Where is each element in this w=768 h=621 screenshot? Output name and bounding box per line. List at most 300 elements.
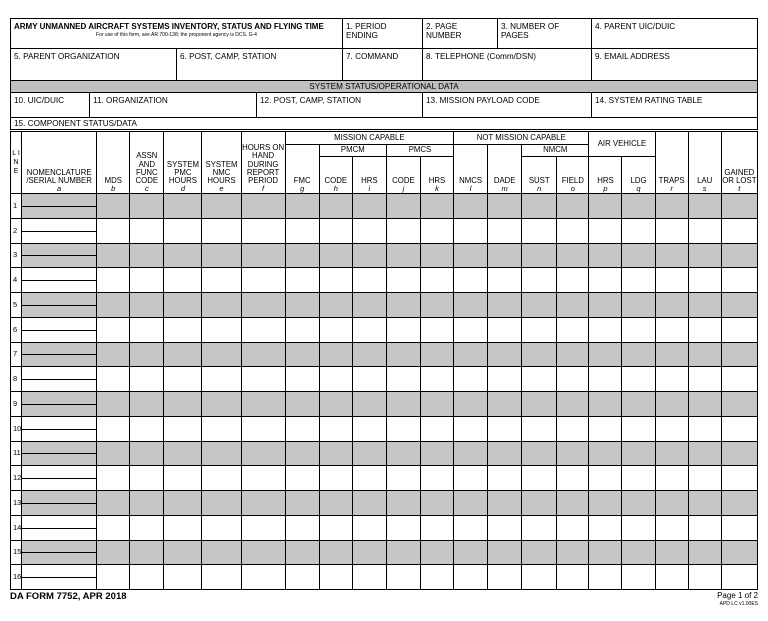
table-cell-input[interactable] bbox=[589, 342, 622, 367]
table-cell-input[interactable] bbox=[130, 293, 164, 318]
nomenclature-input[interactable] bbox=[22, 293, 97, 318]
table-cell-input[interactable] bbox=[522, 416, 557, 441]
table-cell-input[interactable] bbox=[164, 392, 202, 417]
table-cell-input[interactable] bbox=[589, 243, 622, 268]
table-cell-input[interactable] bbox=[285, 515, 319, 540]
table-cell-input[interactable] bbox=[688, 194, 721, 219]
table-cell-input[interactable] bbox=[386, 515, 420, 540]
table-cell-input[interactable] bbox=[589, 317, 622, 342]
table-cell-input[interactable] bbox=[420, 268, 453, 293]
uic-duic-field[interactable]: 10. UIC/DUIC bbox=[11, 93, 90, 117]
table-cell-input[interactable] bbox=[285, 565, 319, 590]
table-cell-input[interactable] bbox=[386, 441, 420, 466]
nomenclature-input[interactable] bbox=[22, 194, 97, 219]
table-cell-input[interactable] bbox=[589, 218, 622, 243]
table-cell-input[interactable] bbox=[522, 218, 557, 243]
table-cell-input[interactable] bbox=[319, 441, 352, 466]
nomenclature-input[interactable] bbox=[22, 466, 97, 491]
table-cell-input[interactable] bbox=[488, 515, 522, 540]
table-cell-input[interactable] bbox=[420, 293, 453, 318]
table-cell-input[interactable] bbox=[488, 194, 522, 219]
table-cell-input[interactable] bbox=[319, 392, 352, 417]
table-cell-input[interactable] bbox=[386, 540, 420, 565]
table-cell-input[interactable] bbox=[202, 441, 241, 466]
table-cell-input[interactable] bbox=[655, 243, 688, 268]
page-number-field[interactable]: 2. PAGE NUMBER bbox=[423, 19, 498, 48]
table-cell-input[interactable] bbox=[655, 392, 688, 417]
table-cell-input[interactable] bbox=[285, 441, 319, 466]
table-cell-input[interactable] bbox=[622, 293, 655, 318]
table-cell-input[interactable] bbox=[285, 243, 319, 268]
table-cell-input[interactable] bbox=[241, 392, 285, 417]
table-cell-input[interactable] bbox=[557, 515, 589, 540]
table-cell-input[interactable] bbox=[688, 565, 721, 590]
table-cell-input[interactable] bbox=[488, 540, 522, 565]
table-cell-input[interactable] bbox=[285, 218, 319, 243]
table-cell-input[interactable] bbox=[557, 392, 589, 417]
table-cell-input[interactable] bbox=[285, 367, 319, 392]
table-cell-input[interactable] bbox=[721, 416, 757, 441]
table-cell-input[interactable] bbox=[557, 565, 589, 590]
table-cell-input[interactable] bbox=[622, 317, 655, 342]
table-cell-input[interactable] bbox=[721, 218, 757, 243]
table-cell-input[interactable] bbox=[130, 515, 164, 540]
table-cell-input[interactable] bbox=[488, 317, 522, 342]
table-cell-input[interactable] bbox=[241, 441, 285, 466]
table-cell-input[interactable] bbox=[420, 218, 453, 243]
table-cell-input[interactable] bbox=[454, 367, 488, 392]
table-cell-input[interactable] bbox=[454, 441, 488, 466]
table-cell-input[interactable] bbox=[319, 515, 352, 540]
post-camp-station-12-field[interactable]: 12. POST, CAMP, STATION bbox=[257, 93, 423, 117]
table-cell-input[interactable] bbox=[655, 367, 688, 392]
table-cell-input[interactable] bbox=[488, 367, 522, 392]
table-cell-input[interactable] bbox=[386, 367, 420, 392]
table-cell-input[interactable] bbox=[688, 342, 721, 367]
table-cell-input[interactable] bbox=[454, 491, 488, 516]
table-cell-input[interactable] bbox=[454, 540, 488, 565]
table-cell-input[interactable] bbox=[557, 317, 589, 342]
table-cell-input[interactable] bbox=[488, 342, 522, 367]
table-cell-input[interactable] bbox=[202, 540, 241, 565]
parent-organization-field[interactable]: 5. PARENT ORGANIZATION bbox=[11, 49, 177, 80]
table-cell-input[interactable] bbox=[202, 392, 241, 417]
table-cell-input[interactable] bbox=[589, 367, 622, 392]
table-cell-input[interactable] bbox=[97, 441, 130, 466]
table-cell-input[interactable] bbox=[721, 466, 757, 491]
telephone-field[interactable]: 8. TELEPHONE (Comm/DSN) bbox=[423, 49, 592, 80]
table-cell-input[interactable] bbox=[241, 218, 285, 243]
table-cell-input[interactable] bbox=[655, 515, 688, 540]
table-cell-input[interactable] bbox=[202, 342, 241, 367]
table-cell-input[interactable] bbox=[454, 243, 488, 268]
table-cell-input[interactable] bbox=[241, 367, 285, 392]
table-cell-input[interactable] bbox=[97, 367, 130, 392]
table-cell-input[interactable] bbox=[420, 515, 453, 540]
table-cell-input[interactable] bbox=[97, 565, 130, 590]
table-cell-input[interactable] bbox=[241, 317, 285, 342]
table-cell-input[interactable] bbox=[522, 515, 557, 540]
table-cell-input[interactable] bbox=[130, 268, 164, 293]
table-cell-input[interactable] bbox=[622, 218, 655, 243]
table-cell-input[interactable] bbox=[522, 392, 557, 417]
table-cell-input[interactable] bbox=[557, 367, 589, 392]
table-cell-input[interactable] bbox=[319, 342, 352, 367]
table-cell-input[interactable] bbox=[454, 268, 488, 293]
table-cell-input[interactable] bbox=[622, 342, 655, 367]
table-cell-input[interactable] bbox=[589, 515, 622, 540]
table-cell-input[interactable] bbox=[688, 268, 721, 293]
table-cell-input[interactable] bbox=[522, 367, 557, 392]
table-cell-input[interactable] bbox=[202, 515, 241, 540]
table-cell-input[interactable] bbox=[319, 293, 352, 318]
table-cell-input[interactable] bbox=[352, 565, 386, 590]
table-cell-input[interactable] bbox=[319, 540, 352, 565]
post-camp-station-field[interactable]: 6. POST, CAMP, STATION bbox=[177, 49, 343, 80]
table-cell-input[interactable] bbox=[352, 243, 386, 268]
table-cell-input[interactable] bbox=[319, 466, 352, 491]
table-cell-input[interactable] bbox=[589, 441, 622, 466]
table-cell-input[interactable] bbox=[352, 491, 386, 516]
command-field[interactable]: 7. COMMAND bbox=[343, 49, 423, 80]
nomenclature-input[interactable] bbox=[22, 491, 97, 516]
table-cell-input[interactable] bbox=[241, 565, 285, 590]
table-cell-input[interactable] bbox=[557, 293, 589, 318]
table-cell-input[interactable] bbox=[589, 466, 622, 491]
table-cell-input[interactable] bbox=[319, 367, 352, 392]
table-cell-input[interactable] bbox=[688, 218, 721, 243]
table-cell-input[interactable] bbox=[352, 540, 386, 565]
table-cell-input[interactable] bbox=[241, 194, 285, 219]
table-cell-input[interactable] bbox=[164, 218, 202, 243]
table-cell-input[interactable] bbox=[386, 268, 420, 293]
table-cell-input[interactable] bbox=[97, 243, 130, 268]
table-cell-input[interactable] bbox=[352, 416, 386, 441]
table-cell-input[interactable] bbox=[557, 441, 589, 466]
table-cell-input[interactable] bbox=[97, 491, 130, 516]
table-cell-input[interactable] bbox=[622, 392, 655, 417]
table-cell-input[interactable] bbox=[488, 491, 522, 516]
table-cell-input[interactable] bbox=[130, 392, 164, 417]
table-cell-input[interactable] bbox=[285, 317, 319, 342]
table-cell-input[interactable] bbox=[522, 342, 557, 367]
table-cell-input[interactable] bbox=[522, 491, 557, 516]
table-cell-input[interactable] bbox=[655, 293, 688, 318]
table-cell-input[interactable] bbox=[241, 515, 285, 540]
table-cell-input[interactable] bbox=[130, 416, 164, 441]
table-cell-input[interactable] bbox=[130, 194, 164, 219]
table-cell-input[interactable] bbox=[622, 268, 655, 293]
table-cell-input[interactable] bbox=[655, 194, 688, 219]
table-cell-input[interactable] bbox=[589, 268, 622, 293]
table-cell-input[interactable] bbox=[241, 342, 285, 367]
table-cell-input[interactable] bbox=[557, 466, 589, 491]
table-cell-input[interactable] bbox=[522, 243, 557, 268]
table-cell-input[interactable] bbox=[488, 268, 522, 293]
table-cell-input[interactable] bbox=[420, 416, 453, 441]
table-cell-input[interactable] bbox=[352, 515, 386, 540]
table-cell-input[interactable] bbox=[202, 491, 241, 516]
table-cell-input[interactable] bbox=[557, 243, 589, 268]
table-cell-input[interactable] bbox=[688, 317, 721, 342]
table-cell-input[interactable] bbox=[285, 194, 319, 219]
table-cell-input[interactable] bbox=[688, 367, 721, 392]
table-cell-input[interactable] bbox=[319, 317, 352, 342]
table-cell-input[interactable] bbox=[454, 416, 488, 441]
table-cell-input[interactable] bbox=[386, 194, 420, 219]
number-of-pages-field[interactable]: 3. NUMBER OF PAGES bbox=[498, 19, 592, 48]
table-cell-input[interactable] bbox=[522, 466, 557, 491]
table-cell-input[interactable] bbox=[622, 540, 655, 565]
table-cell-input[interactable] bbox=[352, 317, 386, 342]
table-cell-input[interactable] bbox=[285, 342, 319, 367]
table-cell-input[interactable] bbox=[386, 491, 420, 516]
table-cell-input[interactable] bbox=[164, 268, 202, 293]
table-cell-input[interactable] bbox=[285, 491, 319, 516]
organization-field[interactable]: 11. ORGANIZATION bbox=[90, 93, 257, 117]
table-cell-input[interactable] bbox=[557, 491, 589, 516]
table-cell-input[interactable] bbox=[488, 466, 522, 491]
table-cell-input[interactable] bbox=[164, 342, 202, 367]
nomenclature-input[interactable] bbox=[22, 317, 97, 342]
period-ending-field[interactable]: 1. PERIOD ENDING bbox=[343, 19, 423, 48]
table-cell-input[interactable] bbox=[386, 317, 420, 342]
table-cell-input[interactable] bbox=[97, 293, 130, 318]
table-cell-input[interactable] bbox=[522, 317, 557, 342]
table-cell-input[interactable] bbox=[97, 218, 130, 243]
table-cell-input[interactable] bbox=[241, 416, 285, 441]
table-cell-input[interactable] bbox=[721, 243, 757, 268]
nomenclature-input[interactable] bbox=[22, 243, 97, 268]
table-cell-input[interactable] bbox=[202, 317, 241, 342]
table-cell-input[interactable] bbox=[488, 218, 522, 243]
table-cell-input[interactable] bbox=[488, 565, 522, 590]
table-cell-input[interactable] bbox=[97, 317, 130, 342]
table-cell-input[interactable] bbox=[202, 466, 241, 491]
table-cell-input[interactable] bbox=[164, 441, 202, 466]
table-cell-input[interactable] bbox=[721, 293, 757, 318]
table-cell-input[interactable] bbox=[130, 441, 164, 466]
table-cell-input[interactable] bbox=[164, 515, 202, 540]
table-cell-input[interactable] bbox=[721, 342, 757, 367]
nomenclature-input[interactable] bbox=[22, 565, 97, 590]
table-cell-input[interactable] bbox=[130, 540, 164, 565]
table-cell-input[interactable] bbox=[386, 466, 420, 491]
table-cell-input[interactable] bbox=[241, 243, 285, 268]
table-cell-input[interactable] bbox=[454, 317, 488, 342]
nomenclature-input[interactable] bbox=[22, 441, 97, 466]
table-cell-input[interactable] bbox=[285, 293, 319, 318]
table-cell-input[interactable] bbox=[202, 565, 241, 590]
table-cell-input[interactable] bbox=[130, 565, 164, 590]
table-cell-input[interactable] bbox=[164, 317, 202, 342]
table-cell-input[interactable] bbox=[589, 392, 622, 417]
table-cell-input[interactable] bbox=[721, 392, 757, 417]
table-cell-input[interactable] bbox=[164, 243, 202, 268]
table-cell-input[interactable] bbox=[202, 367, 241, 392]
table-cell-input[interactable] bbox=[454, 342, 488, 367]
table-cell-input[interactable] bbox=[688, 392, 721, 417]
table-cell-input[interactable] bbox=[97, 466, 130, 491]
table-cell-input[interactable] bbox=[622, 565, 655, 590]
table-cell-input[interactable] bbox=[352, 342, 386, 367]
table-cell-input[interactable] bbox=[285, 540, 319, 565]
table-cell-input[interactable] bbox=[97, 515, 130, 540]
table-cell-input[interactable] bbox=[454, 218, 488, 243]
table-cell-input[interactable] bbox=[164, 416, 202, 441]
table-cell-input[interactable] bbox=[655, 565, 688, 590]
table-cell-input[interactable] bbox=[557, 218, 589, 243]
table-cell-input[interactable] bbox=[688, 293, 721, 318]
table-cell-input[interactable] bbox=[557, 540, 589, 565]
nomenclature-input[interactable] bbox=[22, 218, 97, 243]
table-cell-input[interactable] bbox=[522, 293, 557, 318]
table-cell-input[interactable] bbox=[164, 565, 202, 590]
table-cell-input[interactable] bbox=[130, 466, 164, 491]
table-cell-input[interactable] bbox=[454, 515, 488, 540]
nomenclature-input[interactable] bbox=[22, 540, 97, 565]
table-cell-input[interactable] bbox=[622, 515, 655, 540]
table-cell-input[interactable] bbox=[386, 293, 420, 318]
table-cell-input[interactable] bbox=[420, 565, 453, 590]
table-cell-input[interactable] bbox=[130, 491, 164, 516]
table-cell-input[interactable] bbox=[420, 243, 453, 268]
email-field[interactable]: 9. EMAIL ADDRESS bbox=[595, 52, 670, 61]
table-cell-input[interactable] bbox=[522, 441, 557, 466]
table-cell-input[interactable] bbox=[285, 466, 319, 491]
table-cell-input[interactable] bbox=[589, 416, 622, 441]
table-cell-input[interactable] bbox=[420, 540, 453, 565]
table-cell-input[interactable] bbox=[285, 268, 319, 293]
table-cell-input[interactable] bbox=[130, 218, 164, 243]
table-cell-input[interactable] bbox=[420, 194, 453, 219]
table-cell-input[interactable] bbox=[130, 243, 164, 268]
table-cell-input[interactable] bbox=[721, 268, 757, 293]
table-cell-input[interactable] bbox=[352, 194, 386, 219]
table-cell-input[interactable] bbox=[522, 268, 557, 293]
table-cell-input[interactable] bbox=[557, 416, 589, 441]
table-cell-input[interactable] bbox=[420, 441, 453, 466]
table-cell-input[interactable] bbox=[454, 194, 488, 219]
table-cell-input[interactable] bbox=[522, 565, 557, 590]
nomenclature-input[interactable] bbox=[22, 342, 97, 367]
parent-uic-field[interactable]: 4. PARENT UIC/DUIC bbox=[595, 22, 676, 31]
table-cell-input[interactable] bbox=[721, 317, 757, 342]
table-cell-input[interactable] bbox=[285, 392, 319, 417]
table-cell-input[interactable] bbox=[420, 491, 453, 516]
table-cell-input[interactable] bbox=[622, 491, 655, 516]
table-cell-input[interactable] bbox=[420, 392, 453, 417]
table-cell-input[interactable] bbox=[655, 466, 688, 491]
table-cell-input[interactable] bbox=[386, 342, 420, 367]
table-cell-input[interactable] bbox=[352, 218, 386, 243]
table-cell-input[interactable] bbox=[589, 540, 622, 565]
table-cell-input[interactable] bbox=[454, 293, 488, 318]
table-cell-input[interactable] bbox=[97, 540, 130, 565]
table-cell-input[interactable] bbox=[557, 194, 589, 219]
table-cell-input[interactable] bbox=[420, 466, 453, 491]
table-cell-input[interactable] bbox=[241, 466, 285, 491]
table-cell-input[interactable] bbox=[285, 416, 319, 441]
table-cell-input[interactable] bbox=[97, 342, 130, 367]
table-cell-input[interactable] bbox=[688, 441, 721, 466]
table-cell-input[interactable] bbox=[130, 317, 164, 342]
table-cell-input[interactable] bbox=[721, 441, 757, 466]
table-cell-input[interactable] bbox=[202, 243, 241, 268]
table-cell-input[interactable] bbox=[589, 565, 622, 590]
table-cell-input[interactable] bbox=[319, 268, 352, 293]
table-cell-input[interactable] bbox=[488, 441, 522, 466]
table-cell-input[interactable] bbox=[319, 243, 352, 268]
table-cell-input[interactable] bbox=[202, 218, 241, 243]
table-cell-input[interactable] bbox=[454, 565, 488, 590]
table-cell-input[interactable] bbox=[202, 293, 241, 318]
table-cell-input[interactable] bbox=[352, 367, 386, 392]
table-cell-input[interactable] bbox=[622, 466, 655, 491]
system-rating-table-field[interactable]: 14. SYSTEM RATING TABLE bbox=[595, 96, 703, 105]
table-cell-input[interactable] bbox=[352, 392, 386, 417]
table-cell-input[interactable] bbox=[164, 466, 202, 491]
nomenclature-input[interactable] bbox=[22, 268, 97, 293]
table-cell-input[interactable] bbox=[454, 466, 488, 491]
nomenclature-input[interactable] bbox=[22, 416, 97, 441]
table-cell-input[interactable] bbox=[688, 416, 721, 441]
table-cell-input[interactable] bbox=[319, 194, 352, 219]
table-cell-input[interactable] bbox=[721, 367, 757, 392]
table-cell-input[interactable] bbox=[622, 243, 655, 268]
table-cell-input[interactable] bbox=[522, 194, 557, 219]
table-cell-input[interactable] bbox=[688, 540, 721, 565]
table-cell-input[interactable] bbox=[352, 441, 386, 466]
nomenclature-input[interactable] bbox=[22, 515, 97, 540]
table-cell-input[interactable] bbox=[622, 416, 655, 441]
table-cell-input[interactable] bbox=[655, 268, 688, 293]
table-cell-input[interactable] bbox=[589, 293, 622, 318]
table-cell-input[interactable] bbox=[688, 491, 721, 516]
table-cell-input[interactable] bbox=[655, 491, 688, 516]
table-cell-input[interactable] bbox=[241, 540, 285, 565]
table-cell-input[interactable] bbox=[557, 268, 589, 293]
table-cell-input[interactable] bbox=[488, 243, 522, 268]
table-cell-input[interactable] bbox=[241, 293, 285, 318]
table-cell-input[interactable] bbox=[655, 540, 688, 565]
table-cell-input[interactable] bbox=[488, 416, 522, 441]
table-cell-input[interactable] bbox=[352, 268, 386, 293]
table-cell-input[interactable] bbox=[319, 218, 352, 243]
table-cell-input[interactable] bbox=[386, 218, 420, 243]
table-cell-input[interactable] bbox=[164, 194, 202, 219]
table-cell-input[interactable] bbox=[352, 466, 386, 491]
table-cell-input[interactable] bbox=[655, 342, 688, 367]
table-cell-input[interactable] bbox=[130, 367, 164, 392]
table-cell-input[interactable] bbox=[386, 392, 420, 417]
table-cell-input[interactable] bbox=[688, 515, 721, 540]
table-cell-input[interactable] bbox=[319, 491, 352, 516]
table-cell-input[interactable] bbox=[488, 392, 522, 417]
table-cell-input[interactable] bbox=[164, 540, 202, 565]
table-cell-input[interactable] bbox=[386, 416, 420, 441]
table-cell-input[interactable] bbox=[688, 466, 721, 491]
table-cell-input[interactable] bbox=[241, 268, 285, 293]
mission-payload-field[interactable]: 13. MISSION PAYLOAD CODE bbox=[423, 93, 592, 117]
table-cell-input[interactable] bbox=[655, 441, 688, 466]
table-cell-input[interactable] bbox=[655, 317, 688, 342]
table-cell-input[interactable] bbox=[319, 565, 352, 590]
table-cell-input[interactable] bbox=[589, 194, 622, 219]
table-cell-input[interactable] bbox=[721, 194, 757, 219]
table-cell-input[interactable] bbox=[721, 565, 757, 590]
table-cell-input[interactable] bbox=[97, 194, 130, 219]
